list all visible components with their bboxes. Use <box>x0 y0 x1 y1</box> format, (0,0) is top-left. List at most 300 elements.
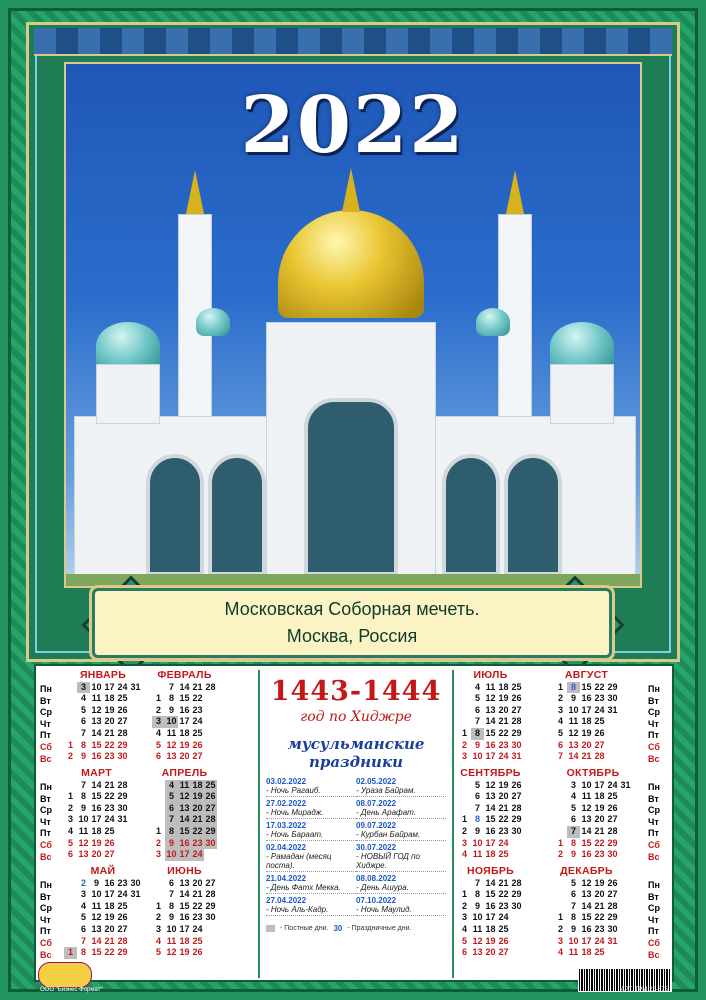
day-cell <box>606 947 619 959</box>
day-cell: 8 <box>165 826 178 838</box>
day-cell: 14 <box>91 779 102 790</box>
day-cell: 27 <box>498 947 509 958</box>
day-cell: 7 <box>474 802 480 813</box>
weekday-label: Чт <box>648 914 659 925</box>
day-cell: 8 <box>570 837 576 848</box>
week-row <box>458 814 523 826</box>
day-cell: 1 <box>155 693 161 704</box>
day-cell: 16 <box>179 704 190 715</box>
weekday-labels <box>648 880 674 961</box>
day-cell <box>152 791 165 803</box>
day-cell: 15 <box>179 900 190 911</box>
weekday-label: Сб <box>40 741 52 752</box>
day-cell: 28 <box>205 814 216 825</box>
week-row <box>152 682 217 694</box>
day-cell <box>458 716 471 728</box>
week-row <box>554 740 619 752</box>
holiday-item <box>356 777 446 797</box>
day-cell <box>619 838 632 850</box>
day-cell: 7 <box>570 900 576 911</box>
day-cell: 7 <box>474 716 480 727</box>
day-cell: 3 <box>557 704 563 715</box>
day-cell: 1 <box>64 947 77 959</box>
day-cell <box>64 924 77 936</box>
day-cell: 10 <box>166 716 177 727</box>
day-cell <box>64 889 77 901</box>
day-cell: 21 <box>192 814 203 825</box>
arch-right-1 <box>442 454 500 576</box>
holiday-item <box>266 896 356 916</box>
day-cell: 5 <box>80 912 86 923</box>
day-cell <box>554 780 567 792</box>
day-cell: 13 <box>91 716 102 727</box>
day-cell <box>458 705 471 717</box>
day-cell: 14 <box>91 727 102 738</box>
day-cell: 6 <box>80 716 86 727</box>
month-name: МАЙ <box>90 865 116 877</box>
holiday-date: 08.08.2022 <box>356 874 397 883</box>
week-row <box>458 740 523 752</box>
day-cell: 2 <box>557 849 563 860</box>
day-cell: 13 <box>581 889 592 900</box>
day-cell: 19 <box>485 935 496 946</box>
holiday-date: 08.07.2022 <box>356 799 397 808</box>
day-cell <box>458 791 471 803</box>
day-cell: 8 <box>80 739 86 750</box>
weekday-label: Ср <box>648 903 660 914</box>
day-cell: 3 <box>67 814 73 825</box>
day-cell <box>116 838 129 850</box>
week-row <box>458 901 523 913</box>
week-row <box>152 936 217 948</box>
weekday-label: Пт <box>648 926 659 937</box>
day-cell: 13 <box>485 791 496 802</box>
day-cell: 26 <box>192 739 203 750</box>
weekday-label: Вс <box>648 949 660 960</box>
day-cell: 6 <box>557 739 563 750</box>
day-cell: 23 <box>498 739 509 750</box>
day-cell: 27 <box>192 751 203 762</box>
day-cell: 20 <box>104 716 115 727</box>
weekday-labels <box>40 782 66 863</box>
holiday-date: 17.03.2022 <box>266 821 307 830</box>
day-cell <box>204 705 217 717</box>
weekday-label: Вс <box>40 851 52 862</box>
weekday-label: Чт <box>648 816 659 827</box>
day-cell: 6 <box>461 947 467 958</box>
day-cell: 4 <box>557 716 563 727</box>
month-9 <box>458 768 523 861</box>
day-cell: 12 <box>91 704 102 715</box>
day-cell: 22 <box>594 912 605 923</box>
day-cell: 20 <box>485 947 496 958</box>
day-cell <box>204 936 217 948</box>
hijri-years: 1443-1444 <box>270 676 442 707</box>
day-cell: 28 <box>607 825 618 836</box>
day-cell: 16 <box>91 802 102 813</box>
day-cell: 11 <box>179 779 190 790</box>
month-name: АВГУСТ <box>564 669 609 681</box>
weekday-label: Пт <box>40 926 51 937</box>
weekday-label: Вт <box>648 793 659 804</box>
week-row <box>152 728 217 740</box>
day-cell: 15 <box>91 947 102 958</box>
day-cell: 29 <box>117 739 128 750</box>
weekday-label: Сб <box>648 839 660 850</box>
day-cell: 27 <box>594 739 605 750</box>
day-cell: 23 <box>498 900 509 911</box>
day-cell: 16 <box>581 849 592 860</box>
day-cell: 16 <box>485 825 496 836</box>
day-cell: 19 <box>594 877 605 888</box>
legend <box>266 924 446 933</box>
day-cell: 25 <box>192 935 203 946</box>
day-cell: 21 <box>104 779 115 790</box>
day-cell: 22 <box>192 825 203 836</box>
weekday-label: Чт <box>40 816 51 827</box>
weekday-labels <box>40 684 66 765</box>
day-cell: 15 <box>485 814 496 825</box>
holiday-item <box>356 821 446 841</box>
day-cell: 17 <box>104 889 115 900</box>
day-cell <box>64 780 77 792</box>
day-cell: 31 <box>117 814 128 825</box>
day-cell: 23 <box>104 751 115 762</box>
day-cell: 23 <box>594 693 605 704</box>
weekday-label: Вс <box>648 753 660 764</box>
day-cell: 25 <box>607 791 618 802</box>
day-cell: 6 <box>67 849 73 860</box>
day-cell <box>129 901 142 913</box>
day-cell: 30 <box>511 900 522 911</box>
holiday-date: 27.02.2022 <box>266 799 307 808</box>
day-cell <box>458 693 471 705</box>
day-cell: 14 <box>179 814 190 825</box>
day-cell: 21 <box>498 877 509 888</box>
day-cell <box>116 849 129 861</box>
day-cell: 5 <box>461 935 467 946</box>
day-cell: 20 <box>498 791 509 802</box>
day-cell: 9 <box>80 751 86 762</box>
day-cell: 11 <box>166 727 177 738</box>
week-row <box>554 849 632 861</box>
day-cell: 22 <box>192 693 203 704</box>
publisher-name: ООО "Бизнес Формат" <box>40 987 103 993</box>
day-cell: 12 <box>485 779 496 790</box>
day-cell: 13 <box>581 814 592 825</box>
holiday-num: 30 <box>333 924 343 933</box>
day-cell <box>458 878 471 890</box>
day-cell: 27 <box>607 889 618 900</box>
weekday-label: Пн <box>648 684 660 694</box>
day-cell: 23 <box>498 825 509 836</box>
day-cell <box>152 878 165 890</box>
week-row <box>554 814 632 826</box>
day-cell: 9 <box>570 693 576 704</box>
day-cell: 17 <box>104 681 115 692</box>
holiday-name: - Курбан Байрам. <box>356 830 446 841</box>
day-cell: 25 <box>594 947 605 958</box>
weekday-label: Пн <box>40 684 52 694</box>
day-cell: 20 <box>594 889 605 900</box>
day-cell <box>204 751 217 763</box>
day-cell: 5 <box>557 727 563 738</box>
day-cell: 29 <box>607 837 618 848</box>
day-cell <box>619 849 632 861</box>
day-cell <box>152 780 165 792</box>
day-cell: 24 <box>117 889 128 900</box>
day-cell: 11 <box>91 900 102 911</box>
calendar-right-half <box>454 670 672 978</box>
month-12 <box>554 866 619 959</box>
week-row <box>554 838 632 850</box>
week-row <box>554 936 619 948</box>
day-cell: 26 <box>498 935 509 946</box>
month-name: СЕНТЯБРЬ <box>460 767 521 779</box>
day-cell: 6 <box>165 803 178 815</box>
day-cell <box>458 780 471 792</box>
day-cell: 17 <box>179 923 190 934</box>
day-cell: 3 <box>461 751 467 762</box>
day-cell: 5 <box>474 693 480 704</box>
day-cell: 18 <box>581 716 592 727</box>
day-cell: 10 <box>166 849 177 860</box>
day-cell <box>64 728 77 740</box>
weekday-label: Пн <box>40 880 52 890</box>
day-cell <box>554 791 567 803</box>
day-cell: 9 <box>165 838 178 850</box>
day-cell: 8 <box>474 889 480 900</box>
week-row <box>554 693 619 705</box>
day-cell: 17 <box>179 849 190 860</box>
day-cell: 9 <box>474 825 480 836</box>
week-row <box>458 878 523 890</box>
day-cell <box>64 693 77 705</box>
day-cell: 20 <box>498 704 509 715</box>
week-row <box>152 849 217 861</box>
day-cell: 26 <box>104 837 115 848</box>
day-cell <box>64 936 77 948</box>
month-11 <box>458 866 523 959</box>
ground <box>66 574 640 586</box>
day-cell: 18 <box>594 791 605 802</box>
day-cell: 21 <box>192 889 203 900</box>
day-cell: 18 <box>581 947 592 958</box>
week-row <box>152 912 217 924</box>
day-cell: 13 <box>568 739 579 750</box>
day-cell: 4 <box>557 947 563 958</box>
holiday-date: 30.07.2022 <box>356 843 397 852</box>
week-row <box>64 780 129 792</box>
week-row <box>64 889 142 901</box>
holiday-item <box>266 843 356 872</box>
dome-spire <box>342 168 360 212</box>
weekday-label: Пн <box>648 782 660 792</box>
day-cell <box>606 728 619 740</box>
weekday-labels <box>648 782 674 863</box>
day-cell: 19 <box>498 693 509 704</box>
day-cell: 20 <box>192 877 203 888</box>
holiday-column-left <box>266 777 356 918</box>
month-name: ОКТЯБРЬ <box>566 767 620 779</box>
day-cell: 28 <box>594 751 605 762</box>
day-cell <box>554 814 567 826</box>
day-cell: 3 <box>155 849 161 860</box>
day-cell: 18 <box>485 923 496 934</box>
day-cell <box>554 889 567 901</box>
day-cell: 15 <box>581 681 592 692</box>
day-cell: 28 <box>511 877 522 888</box>
weekday-label: Пн <box>40 782 52 792</box>
day-cell: 24 <box>192 923 203 934</box>
day-cell: 5 <box>570 802 576 813</box>
day-cell <box>554 826 567 838</box>
day-cell: 15 <box>91 739 102 750</box>
day-cell: 24 <box>192 849 203 860</box>
week-row <box>64 838 129 850</box>
day-cell: 19 <box>581 727 592 738</box>
day-cell: 4 <box>570 791 576 802</box>
week-row <box>152 751 217 763</box>
day-cell: 24 <box>498 912 509 923</box>
day-cell <box>510 838 523 850</box>
day-cell: 30 <box>607 693 618 704</box>
day-cell: 8 <box>474 814 480 825</box>
holiday-list <box>266 777 446 918</box>
day-cell: 23 <box>192 704 203 715</box>
day-cell: 4 <box>80 900 86 911</box>
day-cell <box>606 751 619 763</box>
day-cell <box>129 693 142 705</box>
day-cell: 17 <box>581 935 592 946</box>
holiday-label: - Праздничные дни. <box>347 925 412 932</box>
weekday-label: Чт <box>40 718 51 729</box>
week-row <box>458 912 523 924</box>
day-cell: 1 <box>557 837 563 848</box>
day-cell: 11 <box>485 681 496 692</box>
day-cell: 15 <box>581 912 592 923</box>
day-cell: 16 <box>104 877 115 888</box>
day-cell: 30 <box>205 837 216 848</box>
day-cell: 28 <box>511 716 522 727</box>
day-cell: 15 <box>179 693 190 704</box>
day-cell <box>204 716 217 728</box>
day-cell: 10 <box>568 935 579 946</box>
holiday-name: - Ночь Рагаиб. <box>266 786 356 797</box>
caption-location: Москва, Россия <box>286 626 418 646</box>
day-cell: 13 <box>472 947 483 958</box>
day-cell: 10 <box>581 779 592 790</box>
day-cell: 11 <box>472 923 483 934</box>
week-row <box>152 826 217 838</box>
day-cell: 28 <box>117 935 128 946</box>
day-cell: 12 <box>581 877 592 888</box>
weekday-label: Вт <box>40 891 51 902</box>
day-cell <box>129 924 142 936</box>
day-cell: 2 <box>557 923 563 934</box>
holiday-date: 09.07.2022 <box>356 821 397 830</box>
week-row <box>152 924 217 936</box>
week-row <box>554 924 619 936</box>
day-cell: 14 <box>581 900 592 911</box>
day-cell: 20 <box>581 739 592 750</box>
day-cell <box>64 912 77 924</box>
week-row <box>458 936 523 948</box>
day-cell: 22 <box>104 791 115 802</box>
week-row <box>64 936 142 948</box>
holiday-column-right <box>356 777 446 918</box>
week-row <box>554 791 632 803</box>
post-label: - Постные дни. <box>280 925 329 932</box>
day-cell: 21 <box>104 727 115 738</box>
day-cell: 27 <box>607 814 618 825</box>
day-cell: 13 <box>91 923 102 934</box>
month-name: ФЕВРАЛЬ <box>157 669 212 681</box>
day-cell <box>129 936 142 948</box>
day-cell: 25 <box>117 900 128 911</box>
week-row <box>64 814 129 826</box>
month-name: ИЮНЬ <box>167 865 202 877</box>
day-cell: 26 <box>117 704 128 715</box>
month-name: МАРТ <box>81 767 112 779</box>
holiday-item <box>266 821 356 841</box>
day-cell: 25 <box>498 849 509 860</box>
day-cell: 16 <box>179 912 190 923</box>
day-cell <box>64 705 77 717</box>
day-cell: 22 <box>498 889 509 900</box>
week-row <box>64 912 142 924</box>
week-row <box>152 716 217 728</box>
day-cell: 20 <box>179 751 190 762</box>
day-cell: 14 <box>485 716 496 727</box>
day-cell: 22 <box>594 837 605 848</box>
day-cell: 27 <box>104 849 115 860</box>
holiday-date: 07.10.2022 <box>356 896 397 905</box>
day-cell: 27 <box>117 716 128 727</box>
caption-title: Московская Соборная мечеть. <box>224 599 480 619</box>
week-row <box>64 682 142 694</box>
day-cell: 23 <box>192 912 203 923</box>
week-row <box>152 814 217 826</box>
weekday-label: Вс <box>40 753 52 764</box>
right-spire <box>506 170 524 214</box>
week-row <box>64 849 129 861</box>
week-row <box>554 705 619 717</box>
month-5 <box>64 866 142 959</box>
week-row <box>64 901 142 913</box>
week-row <box>152 889 217 901</box>
weekday-label: Пн <box>648 880 660 890</box>
calendar-left-half <box>40 670 258 978</box>
day-cell: 28 <box>205 681 216 692</box>
day-cell: 19 <box>192 791 203 802</box>
holiday-name: - Рамадан (месяц поста). <box>266 852 356 872</box>
day-cell: 7 <box>165 814 178 826</box>
day-cell: 23 <box>594 923 605 934</box>
day-cell: 16 <box>485 739 496 750</box>
mosque-photo <box>64 62 642 588</box>
article-number: АРТ. ТРМ-22-675 <box>620 987 668 993</box>
day-cell <box>510 924 523 936</box>
day-cell <box>64 682 77 694</box>
day-cell <box>554 901 567 913</box>
day-cell: 10 <box>472 751 483 762</box>
day-cell: 6 <box>80 923 86 934</box>
day-cell <box>152 889 165 901</box>
day-cell <box>64 901 77 913</box>
day-cell: 2 <box>80 877 86 888</box>
week-row <box>64 751 142 763</box>
